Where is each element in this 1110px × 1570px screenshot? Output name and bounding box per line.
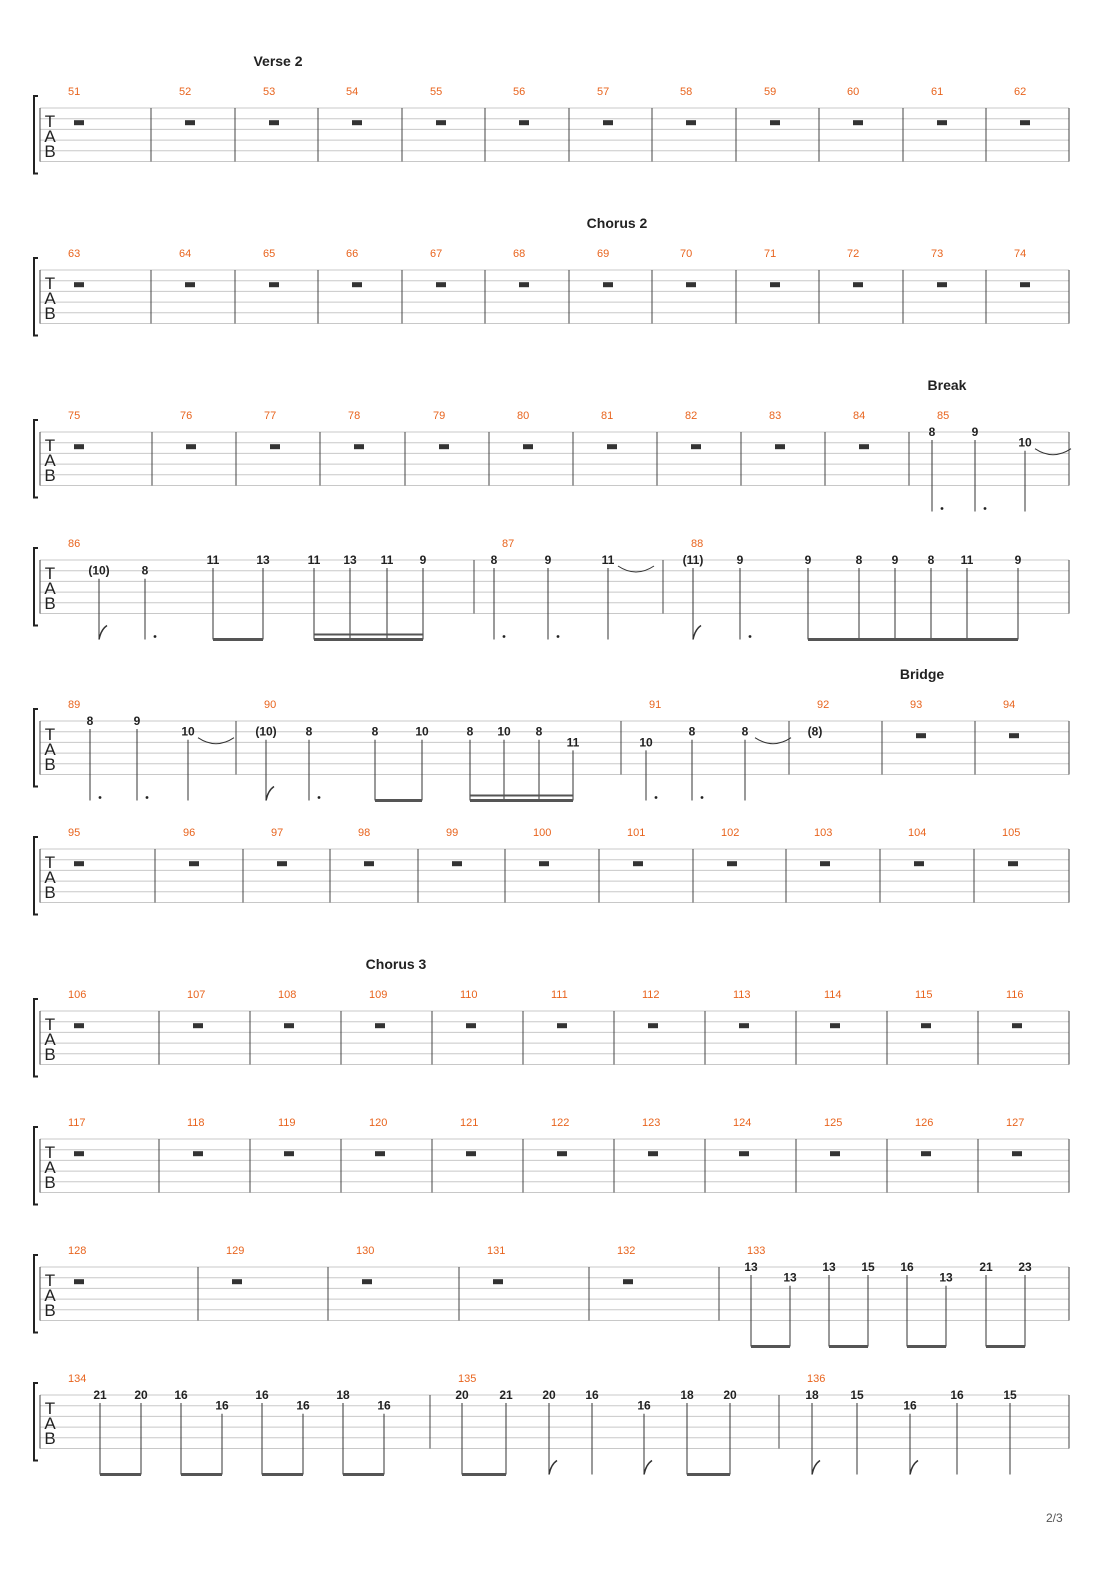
measure-number: 79	[433, 410, 446, 422]
tab-system	[34, 215, 1069, 336]
measure-number: 98	[358, 827, 371, 839]
fret-number: 20	[455, 1388, 469, 1402]
tab-clef-letter: B	[44, 883, 56, 902]
whole-rest	[1012, 1151, 1022, 1156]
whole-rest	[820, 861, 830, 866]
measure-number: 59	[764, 86, 777, 98]
whole-rest	[189, 861, 199, 866]
measure-number: 51	[68, 86, 81, 98]
fret-number: 18	[336, 1388, 350, 1402]
dot	[154, 635, 157, 638]
dot	[749, 635, 752, 638]
whole-rest	[439, 444, 449, 449]
fret-number: 9	[419, 553, 427, 567]
tab-clef-letter: B	[44, 1301, 56, 1320]
measure-number: 134	[68, 1373, 87, 1385]
measure-number: 69	[597, 248, 610, 260]
whole-rest	[623, 1279, 633, 1284]
whole-rest	[914, 861, 924, 866]
fret-number: 16	[215, 1398, 229, 1413]
section-label: Verse 2	[253, 53, 303, 69]
section-label: Chorus 3	[365, 956, 427, 972]
whole-rest	[770, 120, 780, 125]
fret-number: 9	[891, 553, 899, 567]
fret-number: 10	[1018, 435, 1032, 450]
dot	[701, 796, 704, 799]
measure-number: 130	[356, 1245, 375, 1257]
measure-number: 126	[915, 1117, 934, 1129]
measure-number: 61	[931, 86, 944, 98]
measure-number: 121	[460, 1117, 479, 1129]
fret-number: 20	[723, 1388, 737, 1402]
fret-number: 11	[960, 553, 974, 567]
measure-number: 118	[187, 1117, 205, 1129]
fret-number: 16	[255, 1388, 269, 1402]
measure-number: 122	[551, 1117, 570, 1129]
dot	[318, 796, 321, 799]
fret-number: 9	[544, 553, 552, 567]
whole-rest	[916, 733, 926, 738]
whole-rest	[607, 444, 617, 449]
fret-number: 8	[688, 724, 696, 739]
measure-number: 64	[179, 248, 192, 260]
system-brace	[34, 1255, 38, 1333]
whole-rest	[648, 1151, 658, 1156]
measure-number: 77	[264, 410, 277, 422]
fret-number: (8)	[807, 724, 823, 739]
whole-rest	[1008, 861, 1018, 866]
section-label: Chorus 2	[586, 215, 648, 231]
fret-number: 8	[305, 724, 313, 739]
measure-number: 95	[68, 827, 81, 839]
measure-number: 89	[68, 699, 81, 711]
fret-number: 13	[744, 1260, 758, 1274]
system-brace	[34, 1127, 38, 1205]
fret-number: (10)	[255, 724, 277, 739]
fret-number: 20	[542, 1388, 556, 1402]
whole-rest	[284, 1151, 294, 1156]
measure-number: 97	[271, 827, 284, 839]
measure-number: 131	[487, 1245, 506, 1257]
tab-clef-letter: B	[44, 142, 56, 161]
measure-number: 83	[769, 410, 782, 422]
tab-clef-letter: T	[44, 1399, 56, 1418]
note-flag	[644, 1461, 652, 1475]
whole-rest	[284, 1023, 294, 1028]
section-label: Bridge	[899, 666, 945, 682]
measure-number: 90	[264, 699, 277, 711]
measure-number: 124	[733, 1117, 752, 1129]
whole-rest	[739, 1151, 749, 1156]
tab-clef-letter: A	[44, 579, 56, 598]
fret-number: 15	[861, 1260, 875, 1274]
measure-number: 103	[814, 827, 833, 839]
fret-number: 20	[134, 1388, 148, 1402]
note-flag	[266, 787, 274, 801]
tab-clef-letter: A	[44, 1030, 56, 1049]
whole-rest	[74, 861, 84, 866]
measure-number: 55	[430, 86, 443, 98]
tab-clef-letter: B	[44, 304, 56, 323]
whole-rest	[691, 444, 701, 449]
measure-number: 109	[369, 989, 388, 1001]
tab-clef-letter: T	[44, 564, 56, 583]
whole-rest	[466, 1023, 476, 1028]
tab-clef-letter: T	[44, 1015, 56, 1034]
whole-rest	[727, 861, 737, 866]
fret-number: 16	[903, 1398, 917, 1413]
note-flag	[99, 626, 107, 640]
whole-rest	[74, 1279, 84, 1284]
fret-number: 8	[86, 714, 94, 728]
tab-system	[34, 666, 1069, 801]
whole-rest	[74, 282, 84, 287]
measure-number: 73	[931, 248, 944, 260]
measure-number: 105	[1002, 827, 1021, 839]
measure-number: 53	[263, 86, 276, 98]
fret-number: 9	[133, 714, 141, 728]
measure-number: 100	[533, 827, 552, 839]
measure-number: 96	[183, 827, 196, 839]
fret-number: 11	[206, 553, 220, 567]
measure-number: 135	[458, 1373, 477, 1385]
measure-number: 128	[68, 1245, 87, 1257]
fret-number: 23	[1018, 1260, 1032, 1274]
fret-number: 15	[850, 1388, 864, 1402]
measure-number: 85	[937, 410, 950, 422]
fret-number: 13	[939, 1270, 953, 1285]
measure-number: 52	[179, 86, 192, 98]
whole-rest	[74, 444, 84, 449]
dot	[941, 507, 944, 510]
tab-clef-letter: T	[44, 112, 56, 131]
tab-clef-letter: A	[44, 1158, 56, 1177]
fret-number: 21	[93, 1388, 107, 1402]
whole-rest	[436, 282, 446, 287]
measure-number: 57	[597, 86, 610, 98]
measure-number: 74	[1014, 248, 1027, 260]
whole-rest	[452, 861, 462, 866]
tab-clef-letter: B	[44, 1045, 56, 1064]
fret-number: 21	[499, 1388, 513, 1402]
whole-rest	[186, 444, 196, 449]
fret-number: 13	[822, 1260, 836, 1274]
measure-number: 108	[278, 989, 297, 1001]
dot	[557, 635, 560, 638]
dot	[984, 507, 987, 510]
fret-number: 11	[566, 735, 580, 750]
tab-clef-letter: A	[44, 451, 56, 470]
fret-number: 16	[296, 1398, 310, 1413]
measure-number: 112	[642, 989, 660, 1001]
measure-number: 99	[446, 827, 459, 839]
page-number: 2/3	[1046, 1511, 1063, 1525]
fret-number: 16	[377, 1398, 391, 1413]
whole-rest	[739, 1023, 749, 1028]
whole-rest	[921, 1151, 931, 1156]
whole-rest	[1020, 120, 1030, 125]
whole-rest	[436, 120, 446, 125]
fret-number: 13	[256, 553, 270, 567]
measure-number: 113	[733, 989, 751, 1001]
measure-number: 68	[513, 248, 526, 260]
measure-number: 87	[502, 538, 515, 550]
whole-rest	[269, 282, 279, 287]
tab-system	[34, 1117, 1069, 1205]
fret-number: 8	[927, 553, 935, 567]
measure-number: 66	[346, 248, 359, 260]
whole-rest	[523, 444, 533, 449]
whole-rest	[770, 282, 780, 287]
measure-number: 70	[680, 248, 693, 260]
measure-number: 63	[68, 248, 81, 260]
tab-clef-letter: T	[44, 1271, 56, 1290]
section-label: Break	[927, 377, 967, 393]
measure-number: 123	[642, 1117, 661, 1129]
whole-rest	[375, 1151, 385, 1156]
measure-number: 86	[68, 538, 81, 550]
measure-number: 81	[601, 410, 614, 422]
system-brace	[34, 548, 38, 626]
tab-clef-letter: A	[44, 868, 56, 887]
tab-system	[34, 827, 1069, 915]
measure-number: 84	[853, 410, 866, 422]
measure-number: 129	[226, 1245, 245, 1257]
tab-clef-letter: T	[44, 853, 56, 872]
measure-number: 115	[915, 989, 933, 1001]
tab-clef-letter: T	[44, 436, 56, 455]
dot	[503, 635, 506, 638]
fret-number: 11	[601, 553, 615, 567]
fret-number: 8	[371, 724, 379, 739]
measure-number: 88	[691, 538, 704, 550]
fret-number: 8	[535, 724, 543, 739]
tab-system	[34, 1245, 1069, 1347]
measure-number: 76	[180, 410, 193, 422]
fret-number: 8	[490, 553, 498, 567]
measure-number: 72	[847, 248, 860, 260]
whole-rest	[853, 282, 863, 287]
whole-rest	[364, 861, 374, 866]
fret-number: 10	[639, 735, 653, 750]
measure-number: 71	[764, 248, 777, 260]
tab-clef-letter: T	[44, 1143, 56, 1162]
measure-number: 58	[680, 86, 693, 98]
whole-rest	[185, 120, 195, 125]
whole-rest	[557, 1023, 567, 1028]
whole-rest	[603, 282, 613, 287]
measure-number: 65	[263, 248, 276, 260]
measure-number: 101	[627, 827, 646, 839]
whole-rest	[185, 282, 195, 287]
measure-number: 75	[68, 410, 81, 422]
whole-rest	[830, 1023, 840, 1028]
whole-rest	[270, 444, 280, 449]
fret-number: 8	[928, 425, 936, 439]
measure-number: 91	[649, 699, 662, 711]
fret-number: 9	[736, 553, 744, 567]
fret-number: 13	[343, 553, 357, 567]
measure-number: 114	[824, 989, 842, 1001]
whole-rest	[362, 1279, 372, 1284]
tab-clef-letter: B	[44, 466, 56, 485]
tab-clef-letter: B	[44, 1429, 56, 1448]
measure-number: 125	[824, 1117, 843, 1129]
fret-number: 18	[680, 1388, 694, 1402]
whole-rest	[74, 120, 84, 125]
whole-rest	[921, 1023, 931, 1028]
measure-number: 54	[346, 86, 359, 98]
whole-rest	[603, 120, 613, 125]
note-flag	[910, 1461, 918, 1475]
measure-number: 60	[847, 86, 860, 98]
system-brace	[34, 258, 38, 336]
whole-rest	[74, 1151, 84, 1156]
fret-number: 21	[979, 1260, 993, 1274]
measure-number: 102	[721, 827, 740, 839]
fret-number: 10	[497, 724, 511, 739]
measure-number: 120	[369, 1117, 388, 1129]
measure-number: 136	[807, 1373, 826, 1385]
whole-rest	[648, 1023, 658, 1028]
whole-rest	[557, 1151, 567, 1156]
system-brace	[34, 999, 38, 1077]
whole-rest	[539, 861, 549, 866]
fret-number: (10)	[88, 563, 110, 578]
fret-number: 16	[174, 1388, 188, 1402]
whole-rest	[466, 1151, 476, 1156]
fret-number: 8	[141, 563, 149, 578]
fret-number: 9	[804, 553, 812, 567]
fret-number: 9	[1014, 553, 1022, 567]
tab-clef-letter: A	[44, 740, 56, 759]
whole-rest	[775, 444, 785, 449]
fret-number: 16	[950, 1388, 964, 1402]
whole-rest	[1012, 1023, 1022, 1028]
measure-number: 104	[908, 827, 927, 839]
tab-system	[34, 538, 1069, 640]
tab-clef-letter: A	[44, 1286, 56, 1305]
tab-system	[34, 956, 1069, 1077]
system-brace	[34, 1383, 38, 1461]
tab-system	[34, 1373, 1069, 1475]
measure-number: 80	[517, 410, 530, 422]
measure-number: 106	[68, 989, 87, 1001]
tab-clef-letter: A	[44, 127, 56, 146]
fret-number: 16	[585, 1388, 599, 1402]
tab-system	[34, 377, 1071, 512]
whole-rest	[375, 1023, 385, 1028]
tab-clef-letter: A	[44, 289, 56, 308]
measure-number: 127	[1006, 1117, 1025, 1129]
tab-clef-letter: B	[44, 755, 56, 774]
measure-number: 133	[747, 1245, 766, 1257]
note-flag	[549, 1461, 557, 1475]
dot	[655, 796, 658, 799]
measure-number: 132	[617, 1245, 636, 1257]
measure-number: 56	[513, 86, 526, 98]
measure-number: 78	[348, 410, 361, 422]
fret-number: 9	[971, 425, 979, 439]
measure-number: 119	[278, 1117, 296, 1129]
whole-rest	[830, 1151, 840, 1156]
whole-rest	[519, 282, 529, 287]
measure-number: 110	[460, 989, 478, 1001]
fret-number: 15	[1003, 1388, 1017, 1402]
measure-number: 117	[68, 1117, 86, 1129]
whole-rest	[193, 1023, 203, 1028]
whole-rest	[1020, 282, 1030, 287]
whole-rest	[937, 120, 947, 125]
whole-rest	[633, 861, 643, 866]
tab-clef-letter: T	[44, 274, 56, 293]
tab-clef-letter: A	[44, 1414, 56, 1433]
tab-clef-letter: B	[44, 1173, 56, 1192]
whole-rest	[74, 1023, 84, 1028]
fret-number: 8	[466, 724, 474, 739]
measure-number: 67	[430, 248, 443, 260]
fret-number: 13	[783, 1270, 797, 1285]
note-flag	[693, 626, 701, 640]
note-flag	[812, 1461, 820, 1475]
measure-number: 107	[187, 989, 206, 1001]
whole-rest	[352, 282, 362, 287]
system-brace	[34, 709, 38, 787]
whole-rest	[352, 120, 362, 125]
measure-number: 82	[685, 410, 698, 422]
whole-rest	[493, 1279, 503, 1284]
whole-rest	[354, 444, 364, 449]
system-brace	[34, 837, 38, 915]
whole-rest	[277, 861, 287, 866]
tab-system	[34, 53, 1069, 174]
measure-number: 111	[551, 989, 568, 1001]
whole-rest	[232, 1279, 242, 1284]
whole-rest	[686, 282, 696, 287]
fret-number: 11	[307, 553, 321, 567]
whole-rest	[937, 282, 947, 287]
fret-number: 18	[805, 1388, 819, 1402]
whole-rest	[269, 120, 279, 125]
system-brace	[34, 420, 38, 498]
measure-number: 94	[1003, 699, 1016, 711]
fret-number: (11)	[682, 553, 704, 567]
measure-number: 92	[817, 699, 830, 711]
system-brace	[34, 96, 38, 174]
whole-rest	[193, 1151, 203, 1156]
dot	[146, 796, 149, 799]
tab-clef-letter: B	[44, 594, 56, 613]
dot	[99, 796, 102, 799]
measure-number: 93	[910, 699, 923, 711]
fret-number: 10	[181, 724, 195, 739]
whole-rest	[519, 120, 529, 125]
fret-number: 10	[415, 724, 429, 739]
fret-number: 16	[637, 1398, 651, 1413]
tab-clef-letter: T	[44, 725, 56, 744]
whole-rest	[853, 120, 863, 125]
whole-rest	[859, 444, 869, 449]
fret-number: 8	[855, 553, 863, 567]
fret-number: 11	[380, 553, 394, 567]
whole-rest	[1009, 733, 1019, 738]
measure-number: 62	[1014, 86, 1027, 98]
whole-rest	[686, 120, 696, 125]
fret-number: 16	[900, 1260, 914, 1274]
measure-number: 116	[1006, 989, 1024, 1001]
fret-number: 8	[741, 724, 749, 739]
